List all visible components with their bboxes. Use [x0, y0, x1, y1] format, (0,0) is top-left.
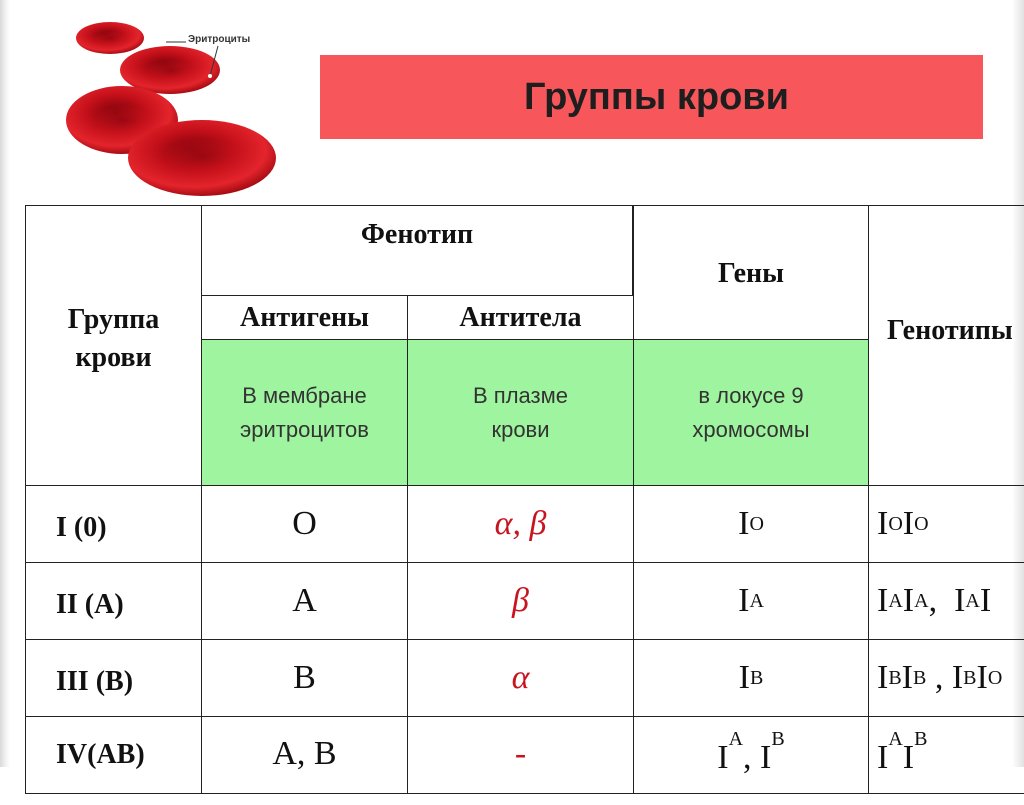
- row-2-group: [25, 562, 202, 640]
- row-1-gene: I O: [633, 485, 869, 563]
- cell-text: I: [877, 505, 889, 542]
- row-4-antigen: [201, 716, 408, 794]
- title-banner: [320, 55, 983, 139]
- row-4-genotype: I A I B: [868, 716, 1024, 794]
- header-genotype: [868, 205, 1024, 486]
- blood-groups-table: [25, 205, 1024, 805]
- cell-text: I: [738, 582, 750, 619]
- cell-text: I (0): [56, 512, 107, 543]
- cell-text: A: [292, 582, 317, 619]
- cell-text: I: [877, 739, 889, 776]
- row-2-antigen: [201, 562, 408, 640]
- slide-left-edge: [0, 0, 10, 767]
- cell-text: II (A): [56, 589, 124, 620]
- header-group: [25, 205, 202, 486]
- cell-text: I: [738, 505, 750, 542]
- header-antigens: [201, 295, 408, 340]
- header-genes: [633, 205, 869, 340]
- cell-text: B: [293, 659, 316, 696]
- cell-text: Гены: [717, 257, 785, 289]
- cell-text: -: [514, 735, 527, 772]
- row-3-antibody: [407, 639, 634, 717]
- cell-text: В плазме крови: [473, 382, 568, 442]
- row-4-gene: I A , I B: [633, 716, 869, 794]
- cell-text: O: [292, 505, 317, 542]
- red-blood-cells-illustration: [60, 8, 300, 203]
- cell-text: в локусе 9 хромосомы: [692, 382, 810, 442]
- cell-text: I: [738, 659, 750, 696]
- cell-text: I: [902, 582, 915, 619]
- cell-text: α: [511, 659, 530, 696]
- erythrocytes-label: Эритроциты: [188, 34, 251, 45]
- row-2-antibody: [407, 562, 634, 640]
- row-3-group: [25, 639, 202, 717]
- cell-text: I: [901, 659, 913, 696]
- cell-text: Антигены: [239, 301, 369, 333]
- cell-text: I: [951, 659, 964, 696]
- cell-text: I: [954, 582, 966, 619]
- row-4-antibody: [407, 716, 634, 794]
- cell-text: I: [877, 582, 889, 619]
- row-2-genotype: I A I A , I A I: [868, 562, 1024, 640]
- cell-text: В мембране эритроцитов: [240, 382, 369, 442]
- subheader-genes: [633, 339, 869, 486]
- row-1-antigen: [201, 485, 408, 563]
- row-1-genotype: I O I O: [868, 485, 1024, 563]
- cell-text: I: [902, 505, 915, 542]
- cell-text: Фенотип: [360, 219, 474, 250]
- cell-text: ,: [928, 582, 955, 619]
- row-1-antibody: [407, 485, 634, 563]
- header-phenotype: [201, 205, 633, 296]
- cell-text: III (B): [56, 666, 134, 697]
- row-3-genotype: I B I B , I B I O: [868, 639, 1024, 717]
- cell-text: Группа крови: [67, 304, 160, 373]
- cell-text: I: [976, 659, 988, 696]
- cell-text: A, B: [272, 735, 337, 772]
- cell-text: β: [512, 582, 529, 619]
- row-3-antigen: [201, 639, 408, 717]
- cell-text: ,: [926, 659, 952, 696]
- row-3-gene: I B: [633, 639, 869, 717]
- page-title: Группы крови: [523, 75, 790, 118]
- cell-text: IV(AB): [56, 739, 145, 770]
- cell-text: I: [979, 582, 992, 619]
- row-4-group: [25, 716, 202, 794]
- cell-text: I: [877, 659, 889, 696]
- cell-text: , I: [743, 739, 772, 776]
- subheader-antigens: [201, 339, 408, 486]
- row-1-group: [25, 485, 202, 563]
- cell-text: Генотипы: [887, 314, 1013, 346]
- header-antibodies: [407, 295, 634, 340]
- cell-text: α, β: [494, 505, 547, 542]
- subheader-antibodies: [407, 339, 634, 486]
- cell-text: Антитела: [459, 301, 582, 333]
- cell-text: I: [717, 739, 729, 776]
- cell-text: I: [902, 739, 915, 776]
- row-2-gene: I A: [633, 562, 869, 640]
